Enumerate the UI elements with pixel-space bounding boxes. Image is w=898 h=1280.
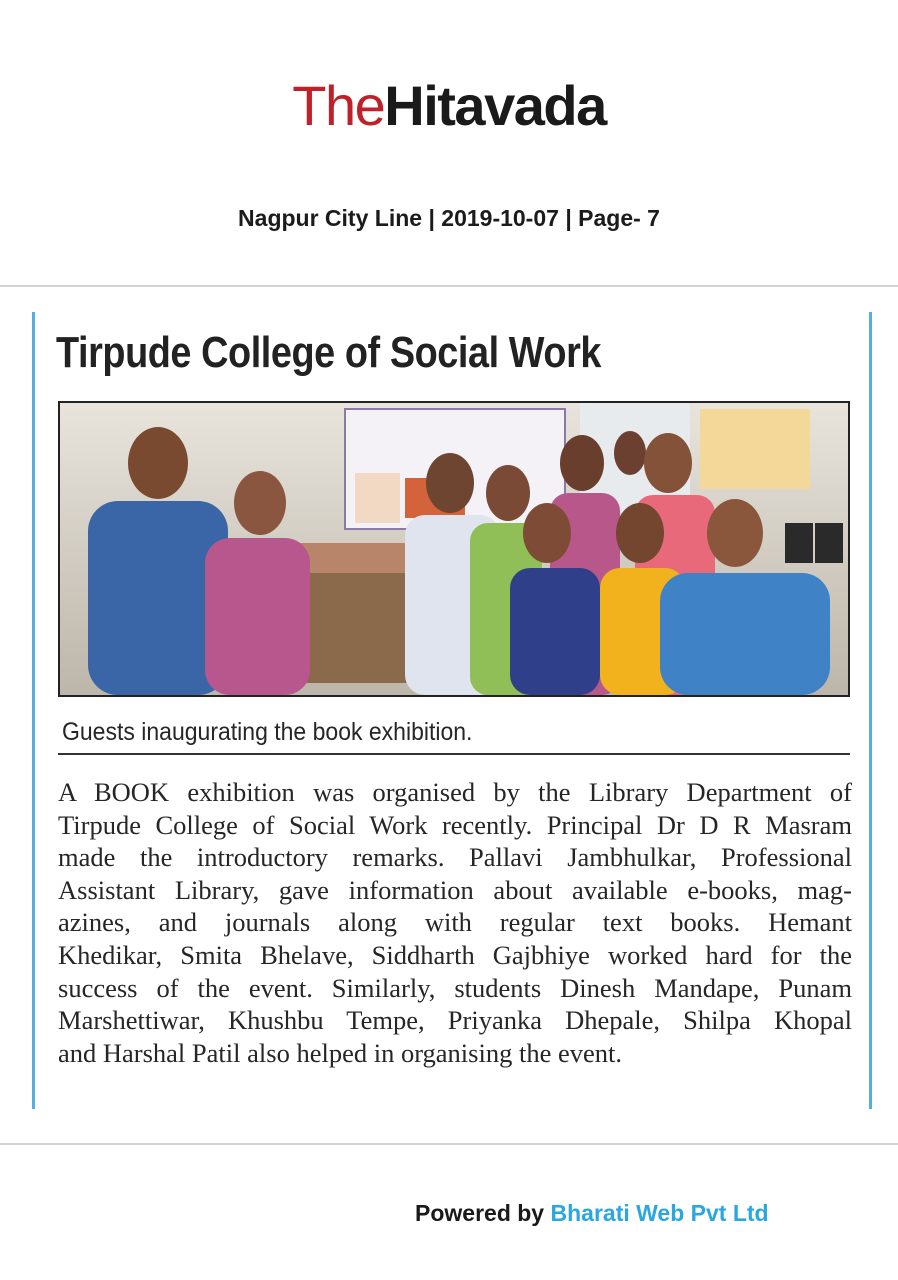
- body-line-3: made the introductory remarks. Pallavi Jambhulkar, Professional: [58, 842, 852, 873]
- article-photo: [58, 401, 850, 697]
- caption-divider: [58, 753, 850, 755]
- clipping-right-edge: [869, 312, 872, 1109]
- powered-by-footer: [415, 1200, 769, 1227]
- body-line-1: A BOOK exhibition was organised by the Library Department of: [58, 777, 852, 807]
- body-line-2: Tirpude College of Social Work recently. Principal Dr D R Masram: [58, 809, 852, 840]
- edition-line: Nagpur City Line | 2019-10-07 | Page- 7: [238, 205, 660, 231]
- body-line-6: Khedikar, Smita Bhelave, Siddharth Gajbhiye worked hard for the: [58, 939, 852, 970]
- body-line-7: success of the event. Similarly, students Dinesh Mandape, Punam: [58, 972, 852, 1003]
- powered-by-brand-link[interactable]: Bharati Web Pvt Ltd: [550, 1200, 769, 1226]
- clipping-left-edge: [32, 312, 35, 1109]
- bottom-divider: [0, 1143, 898, 1145]
- body-line-8: Marshettiwar, Khushbu Tempe, Priyanka Dhepale, Shilpa Khopal: [58, 1005, 852, 1036]
- photo-caption: Guests inaugurating the book exhibition.: [62, 718, 473, 746]
- body-line-9: and Harshal Patil also helped in organising the event.: [58, 1037, 622, 1068]
- body-line-5: azines, and journals along with regular text books. Hemant: [58, 907, 852, 938]
- powered-by-label: Powered by: [415, 1200, 545, 1226]
- article-body: [58, 776, 852, 1069]
- article-headline: Tirpude College of Social Work: [56, 328, 601, 377]
- masthead-the: The: [292, 74, 385, 137]
- newspaper-masthead: [0, 74, 898, 137]
- body-line-4: Assistant Library, gave information about available e-books, mag-: [58, 874, 852, 905]
- masthead-name: Hitavada: [384, 74, 606, 137]
- top-divider: [0, 285, 898, 287]
